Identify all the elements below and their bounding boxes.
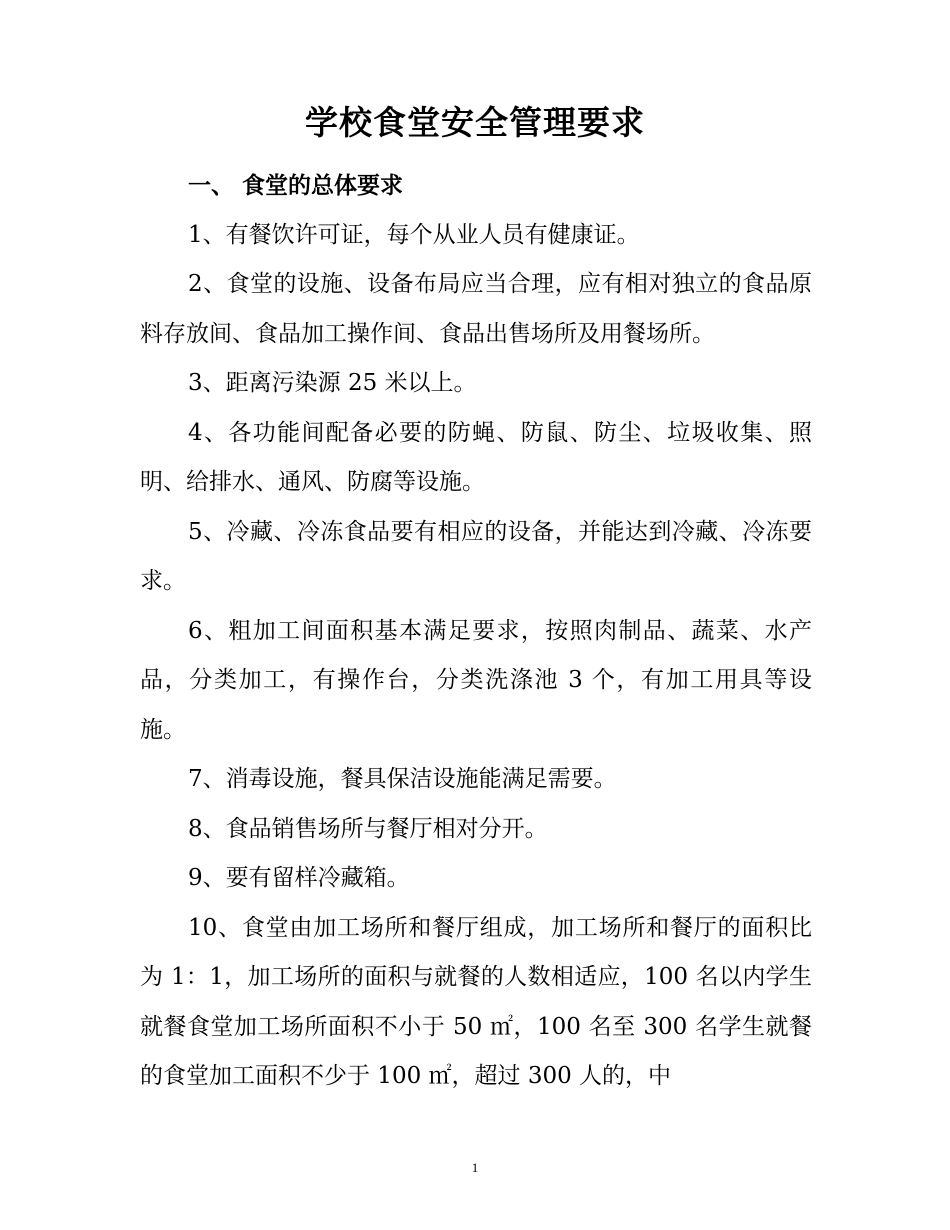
paragraph-7: 7、消毒设施，餐具保洁设施能满足需要。 — [188, 766, 617, 792]
paragraph-10: 10、食堂由加工场所和餐厅组成，加工场所和餐厅的面积比为 1：1，加工场所的面积与就餐的人数相适应，100 名以内学生就餐食堂加工场所面积不小于 50 ㎡，100 名至 300 名学生就餐的食堂加工面积不少于 100 ㎡，超过 300 人的，中 — [140, 914, 812, 1089]
paragraph-9: 9、要有留样冷藏箱。 — [188, 865, 410, 891]
section-heading: 一、 食堂的总体要求 — [188, 172, 404, 199]
document-title: 学校食堂安全管理要求 — [305, 103, 645, 142]
paragraph-4: 4、各功能间配备必要的防蝇、防鼠、防尘、垃圾收集、照明、给排水、通风、防腐等设施。 — [140, 419, 812, 495]
paragraph-5: 5、冷藏、冷冻食品要有相应的设备，并能达到冷藏、冷冻要求。 — [140, 518, 812, 594]
paragraph-6: 6、粗加工间面积基本满足要求，按照肉制品、蔬菜、水产品，分类加工，有操作台，分类洗涤池 3 个，有加工用具等设施。 — [140, 617, 812, 743]
paragraph-2: 2、食堂的设施、设备布局应当合理，应有相对独立的食品原料存放间、食品加工操作间、食品出售场所及用餐场所。 — [140, 271, 812, 347]
paragraph-3: 3、距离污染源 25 米以上。 — [188, 370, 477, 396]
paragraph-8: 8、食品销售场所与餐厅相对分开。 — [188, 815, 548, 842]
paragraph-1: 1、有餐饮许可证，每个从业人员有健康证。 — [188, 221, 640, 248]
page-number: 1 — [471, 1160, 479, 1175]
document-body — [140, 161, 812, 1102]
